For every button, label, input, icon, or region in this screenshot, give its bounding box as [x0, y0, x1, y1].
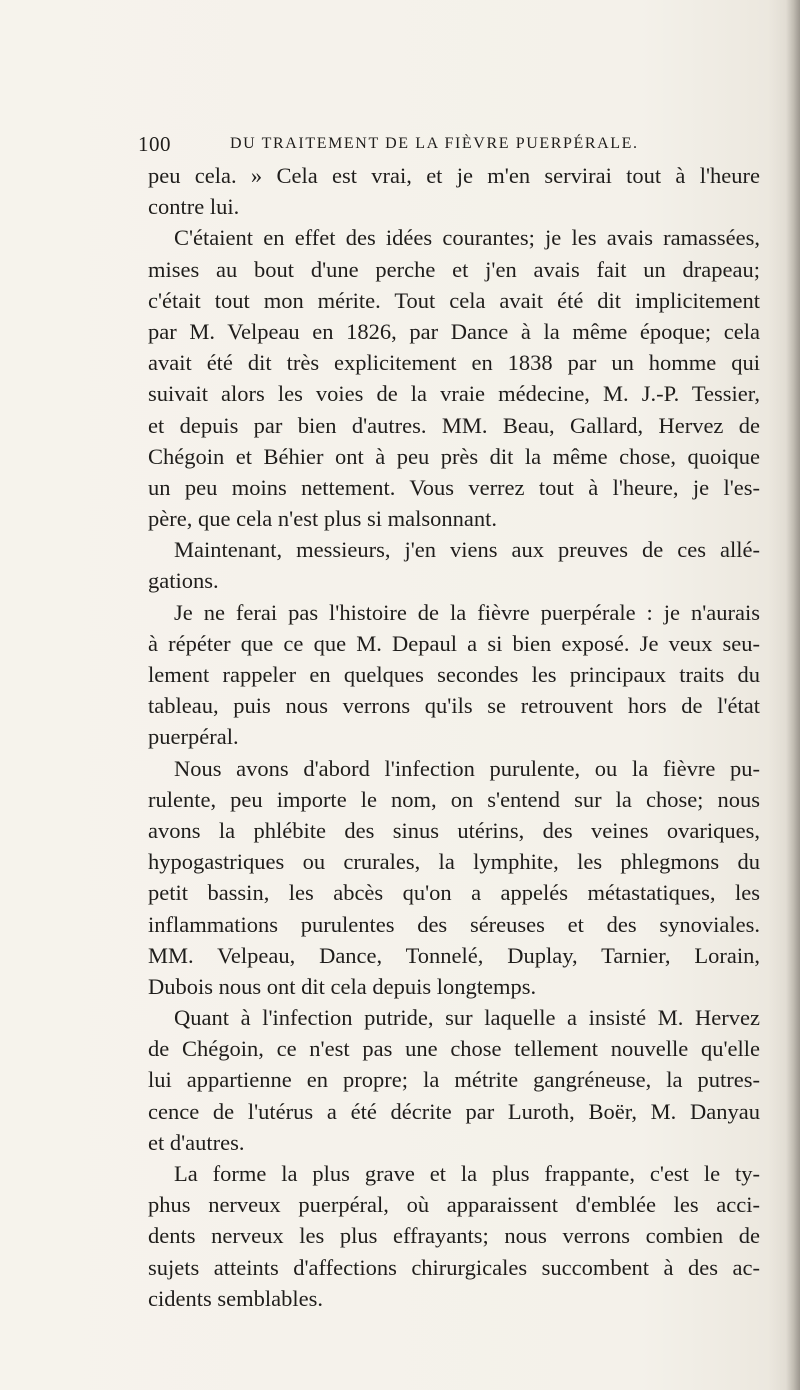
text-line: avons la phlébite des sinus utérins, des veines ovariques,	[148, 817, 760, 843]
text-line: Nous avons d'abord l'infection purulente, ou la fièvre pu-	[174, 755, 760, 781]
page-edge-shadow	[786, 0, 800, 1390]
text-line: phus nerveux puerpéral, où apparaissent d'emblée les acci-	[148, 1192, 760, 1218]
text-line: lement rappeler en quelques secondes les principaux traits du	[148, 662, 760, 687]
text-line: cence de l'utérus a été décrite par Luroth, Boër, M. Danyau	[148, 1098, 760, 1124]
text-line: contre lui.	[148, 194, 240, 220]
text-line: c'était tout mon mérite. Tout cela avait été dit implicitement	[148, 287, 760, 313]
text-line: Quant à l'infection putride, sur laquelle a insisté M. Hervez	[174, 1005, 760, 1031]
text-line: lui appartienne en propre; la métrite gangréneuse, la putres-	[148, 1067, 760, 1093]
text-line: et d'autres.	[148, 1129, 245, 1155]
text-line: tableau, puis nous verrons qu'ils se retrouvent hors de l'état	[148, 693, 760, 719]
running-title: DU TRAITEMENT DE LA FIÈVRE PUERPÉRALE.	[230, 135, 639, 152]
text-line: gations.	[148, 568, 219, 594]
text-line: C'étaient en effet des idées courantes; je les avais ramassées,	[174, 225, 760, 251]
text-line: Chégoin et Béhier ont à peu près dit la même chose, quoique	[148, 443, 760, 469]
text-line: peu cela. » Cela est vrai, et je m'en servirai tout à l'heure	[148, 163, 760, 188]
text-line: rulente, peu importe le nom, on s'entend sur la chose; nous	[148, 786, 760, 812]
text-line: un peu moins nettement. Vous verrez tout à l'heure, je l'es-	[148, 474, 760, 500]
text-line: avait été dit très explicitement en 1838 par un homme qui	[148, 350, 760, 376]
page-number: 100	[138, 132, 171, 156]
text-line: petit bassin, les abcès qu'on a appelés métastatiques, les	[148, 880, 760, 906]
text-line: par M. Velpeau en 1826, par Dance à la même époque; cela	[148, 318, 760, 344]
text-line: MM. Velpeau, Dance, Tonnelé, Duplay, Tarnier, Lorain,	[148, 942, 760, 968]
text-line: suivait alors les voies de la vraie médecine, M. J.-P. Tessier,	[148, 381, 760, 407]
text-line: de Chégoin, ce n'est pas une chose tellement nouvelle qu'elle	[148, 1036, 760, 1062]
text-line: père, que cela n'est plus si malsonnant.	[148, 506, 497, 532]
text-line: à répéter que ce que M. Depaul a si bien exposé. Je veux seu-	[148, 630, 760, 656]
text-line: cidents semblables.	[148, 1285, 323, 1311]
page-header	[138, 132, 758, 162]
text-line: Je ne ferai pas l'histoire de la fièvre puerpérale : je n'aurais	[174, 599, 760, 625]
text-line: et depuis par bien d'autres. MM. Beau, Gallard, Hervez de	[148, 412, 760, 438]
body-text	[148, 160, 760, 1314]
text-line: Maintenant, messieurs, j'en viens aux preuves de ces allé-	[174, 537, 760, 563]
text-line: inflammations purulentes des séreuses et des synoviales.	[148, 911, 760, 937]
text-line: mises au bout d'une perche et j'en avais fait un drapeau;	[148, 256, 760, 282]
text-line: puerpéral.	[148, 724, 239, 750]
text-line: dents nerveux les plus effrayants; nous verrons combien de	[148, 1223, 760, 1249]
text-line: La forme la plus grave et la plus frappante, c'est le ty-	[174, 1161, 760, 1186]
text-line: sujets atteints d'affections chirurgicales succombent à des ac-	[148, 1254, 760, 1280]
text-line: hypogastriques ou crurales, la lymphite, les phlegmons du	[148, 849, 760, 875]
text-line: Dubois nous ont dit cela depuis longtemps.	[148, 973, 537, 999]
